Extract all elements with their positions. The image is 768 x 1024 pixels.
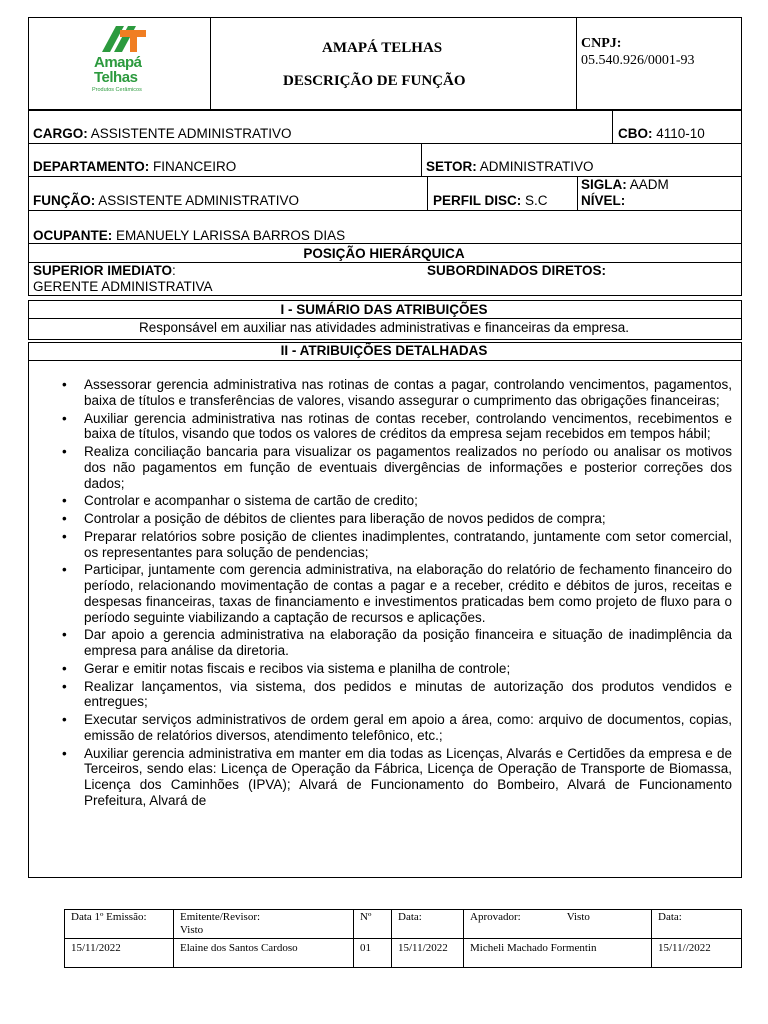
footer-h-emitente: Emitente/Revisor: Visto bbox=[174, 910, 354, 939]
perfil-divider bbox=[427, 176, 428, 210]
funcao-field: FUNÇÃO: ASSISTENTE ADMINISTRATIVO bbox=[33, 193, 300, 208]
ocupante-field: OCUPANTE: EMANUELY LARISSA BARROS DIAS bbox=[33, 228, 346, 243]
header-divider-left bbox=[210, 17, 211, 110]
footer-v-data2: 15/11//2022 bbox=[652, 939, 742, 968]
bullet-icon: • bbox=[62, 511, 67, 526]
footer-h-numero: Nº bbox=[354, 910, 392, 939]
departamento-field: DEPARTAMENTO: FINANCEIRO bbox=[33, 159, 237, 174]
duty-text: Controlar a posição de débitos de clientes para liberação de novos pedidos de compra; bbox=[84, 511, 606, 526]
logo-word-amapa: Amapá bbox=[94, 54, 142, 71]
duty-text: Controlar e acompanhar o sistema de cartão de credito; bbox=[84, 493, 418, 509]
superior-imediato-value: GERENTE ADMINISTRATIVA bbox=[33, 279, 213, 294]
duty-item bbox=[62, 377, 732, 409]
bullet-icon: • bbox=[62, 745, 67, 761]
cnpj-value: 05.540.926/0001-93 bbox=[581, 53, 695, 68]
footer-h-data: Data: bbox=[392, 910, 464, 939]
company-logo bbox=[80, 20, 166, 102]
duty-text: Realiza conciliação bancaria para visualizar os pagamentos realizados no período ou analisar os motivos dos não pagamentos em função de eventuais divergências de informações e posterior correções dos dados; bbox=[84, 444, 732, 491]
perfil-disc-field: PERFIL DISC: S.C bbox=[433, 193, 548, 208]
duty-item bbox=[62, 562, 732, 626]
duty-text: Preparar relatórios sobre posição de clientes inadimplentes, contratando, juntamente com setor comercial, os representantes para solução de pendencias; bbox=[84, 528, 732, 560]
duty-item bbox=[62, 493, 732, 509]
superior-imediato-label: SUPERIOR IMEDIATO: bbox=[33, 263, 176, 278]
duty-item bbox=[62, 511, 732, 527]
sigla-field: SIGLA: AADM bbox=[581, 177, 669, 192]
bullet-icon: • bbox=[62, 493, 67, 509]
duty-text: Gerar e emitir notas fiscais e recibos via sistema e planilha de controle; bbox=[84, 660, 511, 676]
footer-v-data-emissao: 15/11/2022 bbox=[65, 939, 174, 968]
cbo-divider bbox=[612, 110, 613, 143]
bullet-icon: • bbox=[62, 410, 67, 426]
bullet-icon: • bbox=[62, 627, 67, 643]
setor-field: SETOR: ADMINISTRATIVO bbox=[426, 159, 594, 174]
duty-item bbox=[62, 678, 732, 711]
row-line-3 bbox=[28, 210, 742, 211]
duty-item bbox=[62, 745, 732, 810]
document-title: DESCRIÇÃO DE FUNÇÃO bbox=[283, 73, 466, 89]
footer-h-data2: Data: bbox=[652, 910, 742, 939]
duty-item bbox=[62, 444, 732, 492]
footer-v-emitente: Elaine dos Santos Cardoso bbox=[174, 939, 354, 968]
duty-text: Executar serviços administrativos de ordem geral em apoio a área, como: arquivo de documentos, copias, emissão de relatórios diversos, atendimento telefônico, etc.; bbox=[84, 712, 732, 743]
bullet-icon: • bbox=[62, 660, 67, 676]
footer-v-data: 15/11/2022 bbox=[392, 939, 464, 968]
cnpj-label: CNPJ: bbox=[581, 36, 622, 51]
bullet-icon: • bbox=[62, 678, 67, 694]
bullet-icon: • bbox=[62, 562, 67, 578]
duty-item bbox=[62, 712, 732, 744]
duties-list bbox=[62, 377, 732, 876]
details-title-line bbox=[28, 360, 742, 361]
bullet-icon: • bbox=[62, 528, 67, 544]
row-line-1 bbox=[28, 143, 742, 144]
subordinados-label: SUBORDINADOS DIRETOS: bbox=[427, 263, 607, 278]
footer-v-aprovador: Micheli Machado Formentin bbox=[464, 939, 652, 968]
duty-text: Dar apoio a gerencia administrativa na elaboração da posição financeira e situação de inadimplência da empresa para análise da diretoria. bbox=[84, 627, 732, 659]
details-title: II - ATRIBUIÇÕES DETALHADAS bbox=[280, 343, 488, 358]
duty-item bbox=[62, 627, 732, 659]
bullet-icon: • bbox=[62, 444, 67, 459]
duty-text: Assessorar gerencia administrativa nas rotinas de contas a pagar, controlando vencimentos, pagamentos, baixa de títulos e transferências de valores, visando assegurar o cumprimento das obrigações financeiras; bbox=[84, 377, 732, 408]
cargo-field: CARGO: ASSISTENTE ADMINISTRATIVO bbox=[33, 126, 292, 141]
duty-item bbox=[62, 660, 732, 677]
duty-text: Participar, juntamente com gerencia administrativa, na elaboração do relatório de fechamento financeiro do período, relacionando movimentação de contas a pagar e a receber, crédito e débitos de juros, receitas e despesas financeiras, taxas de financiamento e investimentos praticadas bem como projeto de fluxo para o período seguinte viabilizando a captação de recursos e aplicações. bbox=[84, 562, 732, 625]
hierarchy-title: POSIÇÃO HIERÁRQUICA bbox=[303, 246, 465, 261]
footer-value-row bbox=[65, 939, 742, 968]
summary-title: I - SUMÁRIO DAS ATRIBUIÇÕES bbox=[280, 302, 488, 317]
bullet-icon: • bbox=[62, 377, 67, 392]
duty-item bbox=[62, 528, 732, 561]
footer-header-row bbox=[65, 910, 742, 939]
cbo-field: CBO: 4110-10 bbox=[618, 126, 705, 141]
company-name: AMAPÁ TELHAS bbox=[322, 40, 443, 56]
bullet-icon: • bbox=[62, 712, 67, 727]
footer-v-numero: 01 bbox=[354, 939, 392, 968]
setor-divider bbox=[421, 143, 422, 176]
logo-word-telhas: Telhas bbox=[94, 69, 138, 86]
duty-text: Auxiliar gerencia administrativa nas rotinas de contas receber, controlando vencimentos, recebimentos e baixa de títulos, visando que todos os valores de créditos da empresa sejam recebidos em tempos hábil; bbox=[84, 410, 732, 442]
summary-text: Responsável em auxiliar nas atividades administrativas e financeiras da empresa. bbox=[139, 320, 629, 335]
footer-h-aprovador: Aprovador: Visto bbox=[464, 910, 652, 939]
summary-title-line bbox=[28, 318, 742, 319]
row-line-4 bbox=[28, 243, 742, 244]
duty-text: Realizar lançamentos, via sistema, dos pedidos e minutas de autorização dos produtos vendidos e entregues; bbox=[84, 678, 732, 710]
duty-text: Auxiliar gerencia administrativa em manter em dia todas as Licenças, Alvarás e Certidões da empresa e de Terceiros, sendo elas: Licença de Operação da Fábrica, Licença de Operação de Transporte de Biomassa, Licença dos Caminhões (IPVA); Alvará de Funcionamento do Bombeiro, Alvará de Funcionamento Prefeitura, Alvará de bbox=[84, 745, 732, 809]
logo-tagline: Produtos Cerâmicos bbox=[92, 87, 142, 93]
sigla-divider bbox=[577, 176, 578, 210]
header-divider-right bbox=[576, 17, 577, 110]
footer-h-data-emissao: Data 1º Emissão: bbox=[65, 910, 174, 939]
duty-item bbox=[62, 410, 732, 443]
footer-table bbox=[64, 909, 742, 968]
nivel-field: NÍVEL: bbox=[581, 193, 626, 208]
